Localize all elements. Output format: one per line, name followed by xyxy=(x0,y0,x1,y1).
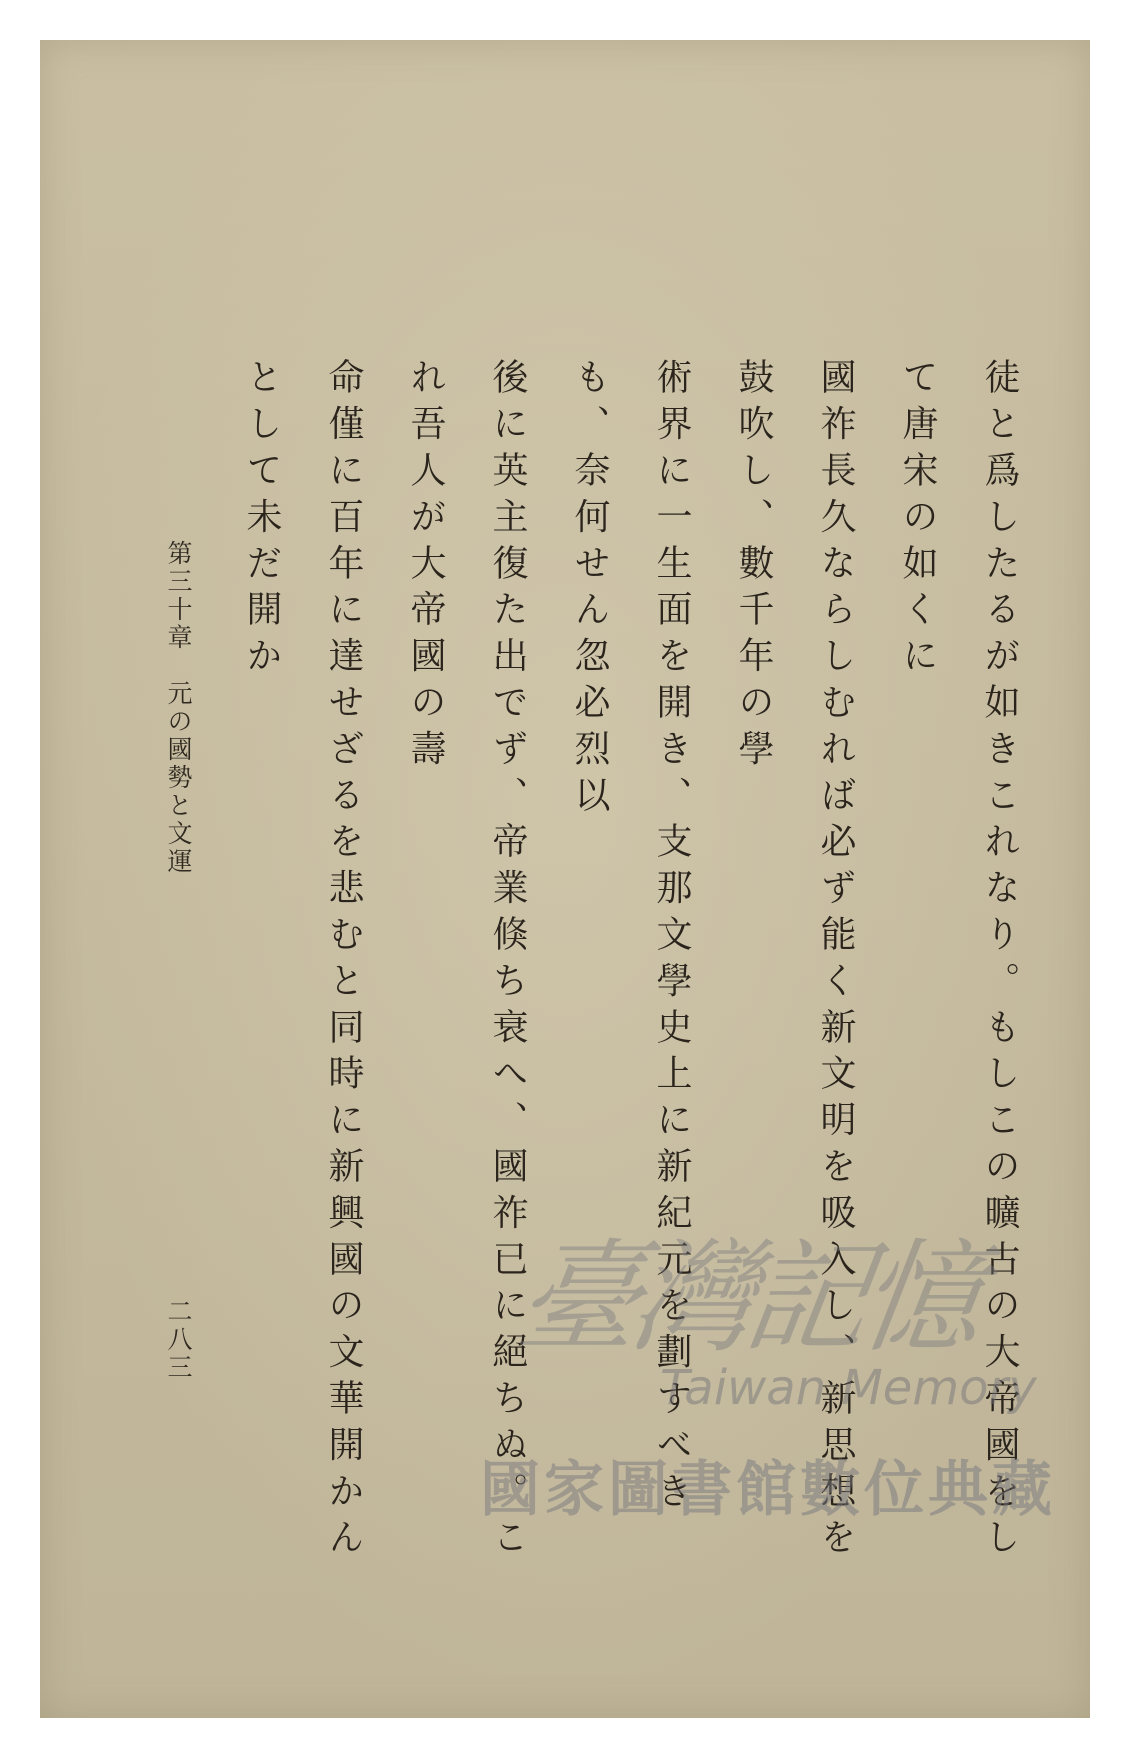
watermark-calligraphy: 臺灣記憶 xyxy=(508,1227,985,1369)
body-text: 徒と爲したるが如きこれなり。もしこの曠古の大帝國をして唐宋の如くに 國祚長久ならしむれば必ず能く新文明を吸入し、新思想を鼓吹し、數千年の學 術界に一生面を開き、支那文學史上に新紀元を劃すべきも、奈何せん忽必烈以 後に英主復た出でず、帝業倏ち衰へ、國祚已に絕ちぬ。これ吾人が大帝國の壽 命僅に百年に達せざるを悲むと同時に新興國の文華開かんとして未だ開か xyxy=(241,358,1020,1565)
watermark-english: Taiwan Memory xyxy=(660,1360,1037,1416)
book-page xyxy=(40,40,1090,1718)
running-head: 第三十章 元の國勢と文運 xyxy=(164,540,193,876)
watermark-chinese: 國家圖書館數位典藏 xyxy=(480,1455,1056,1525)
page-number: 二八三 xyxy=(164,1298,193,1382)
